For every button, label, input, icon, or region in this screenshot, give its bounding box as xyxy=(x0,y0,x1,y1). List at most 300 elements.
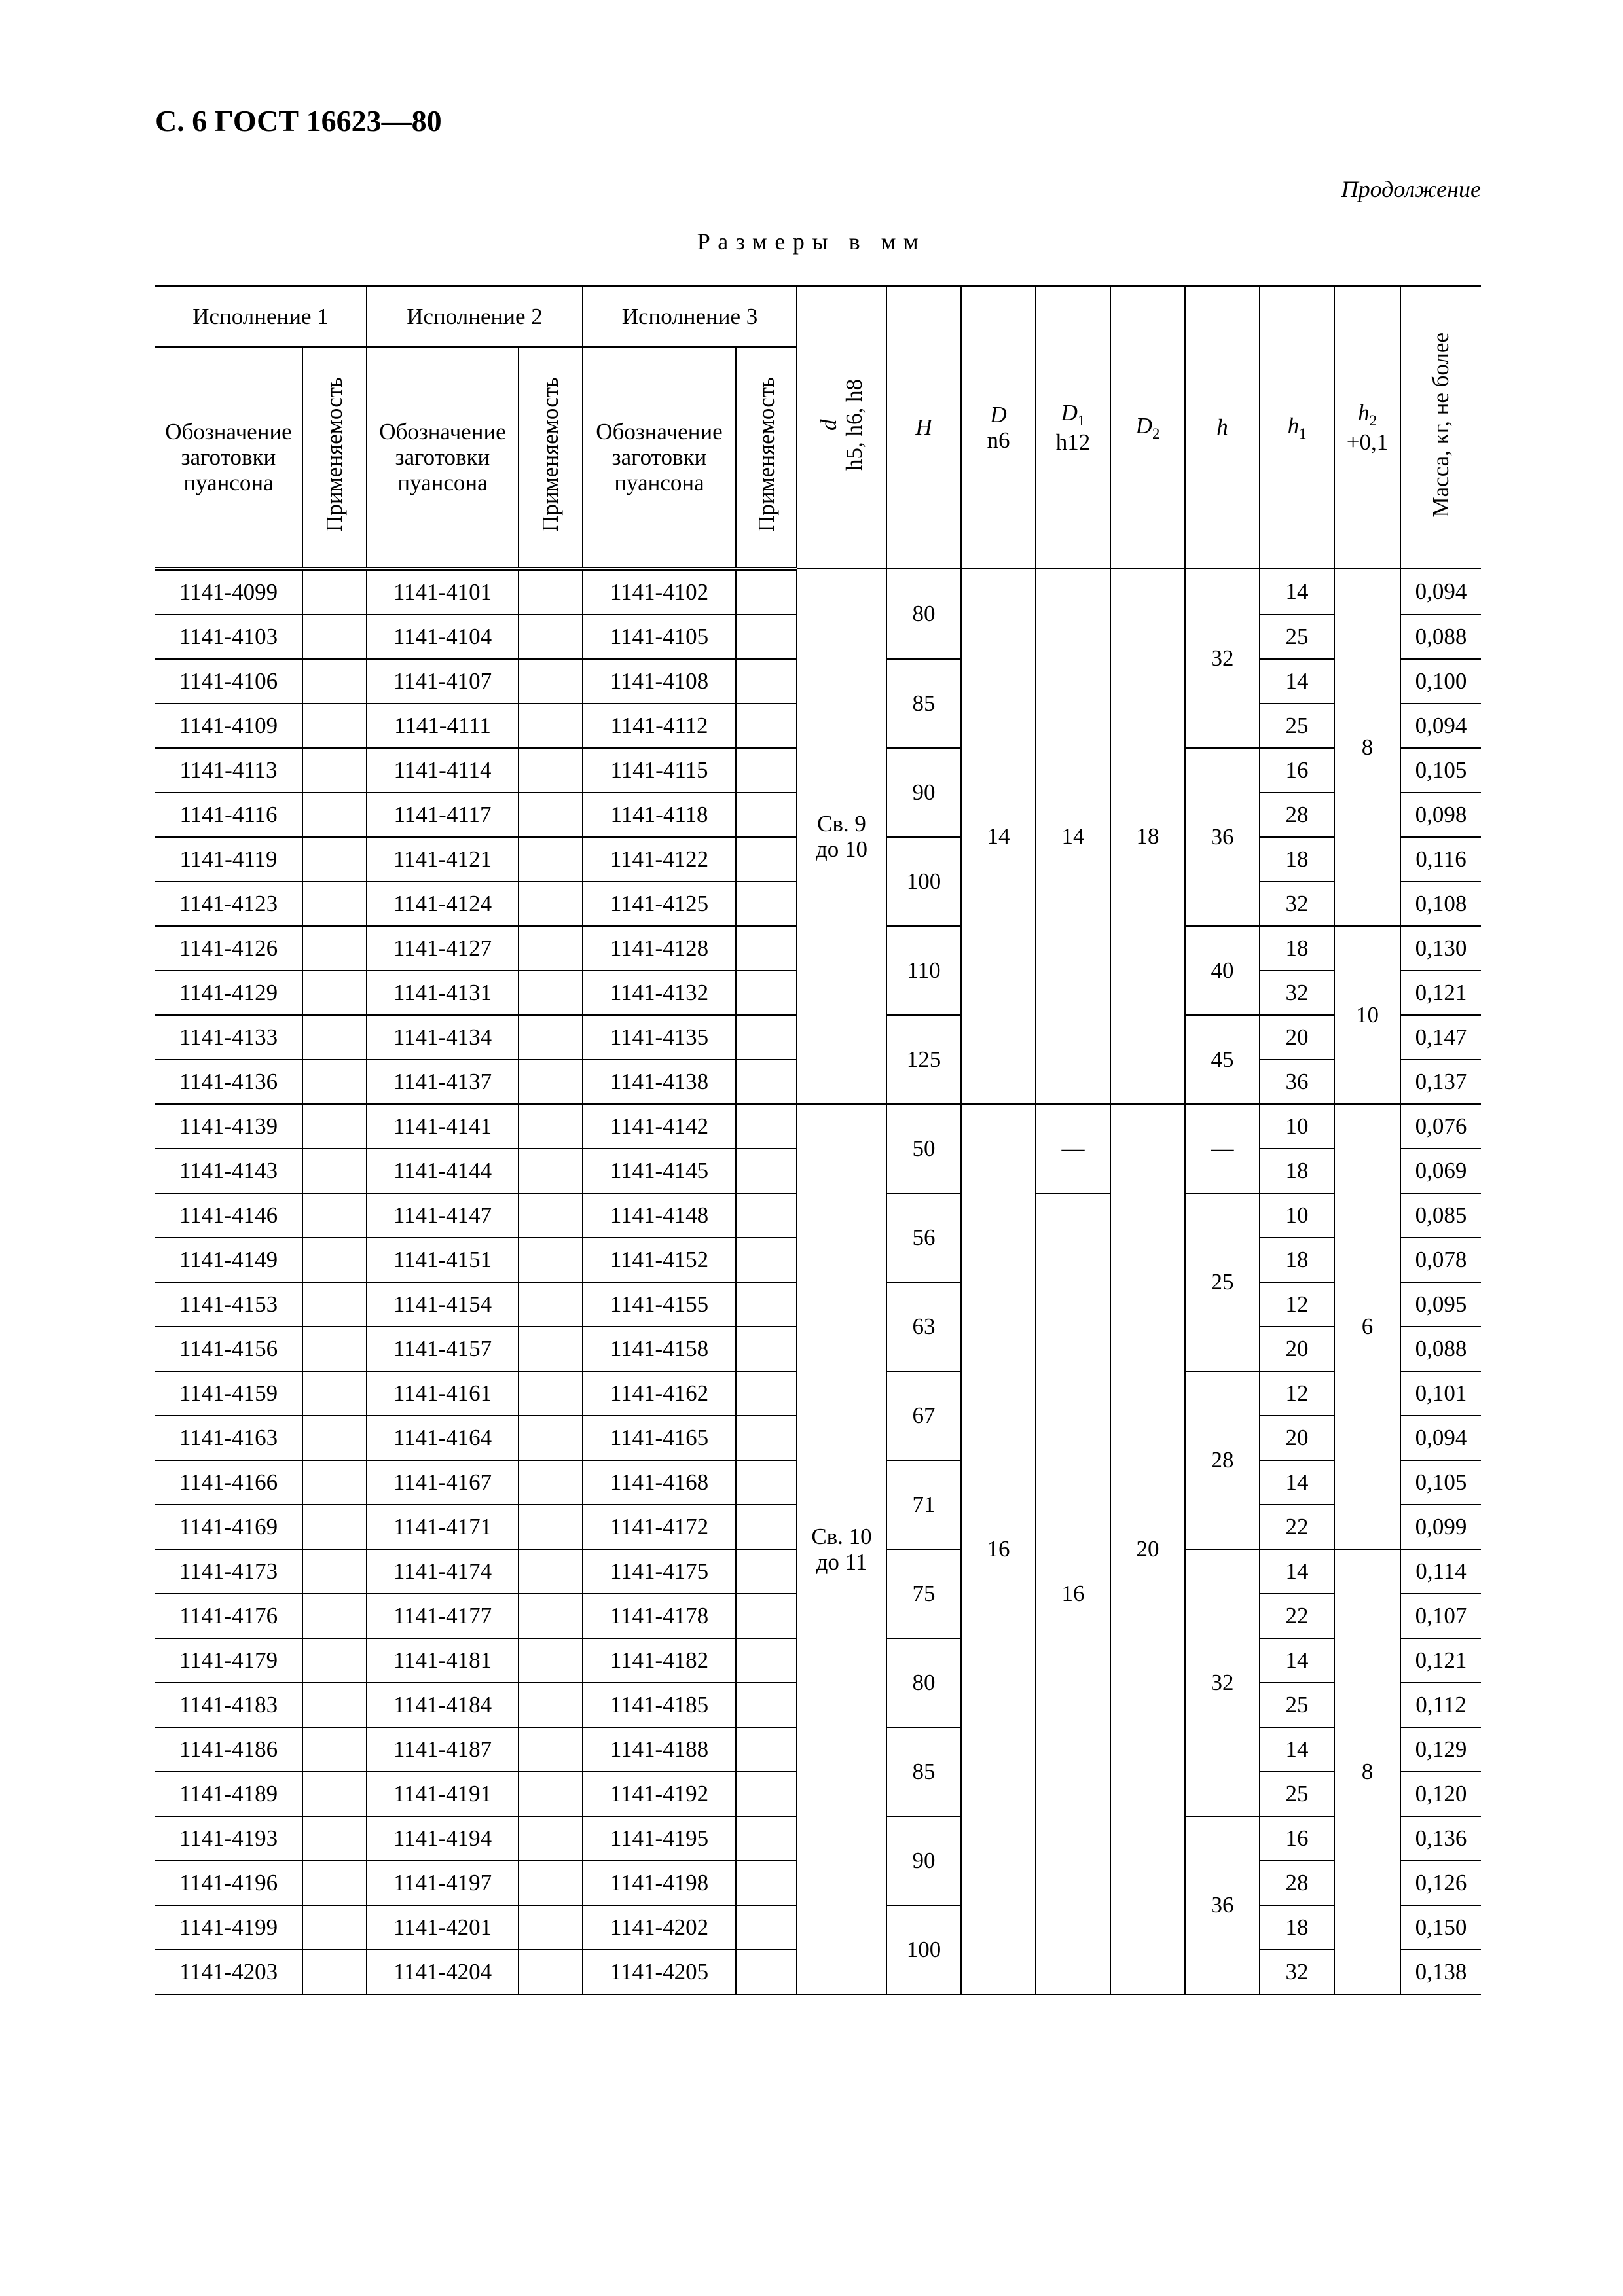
designation-e2: 1141-4151 xyxy=(367,1238,519,1282)
designation-header-2: Обозначение заготовки пуансона xyxy=(367,347,519,569)
designation-e3: 1141-4138 xyxy=(583,1060,736,1104)
cell-mass: 0,098 xyxy=(1400,793,1481,837)
applicability-e3 xyxy=(736,1594,797,1638)
designation-e2: 1141-4131 xyxy=(367,971,519,1015)
cell-h1: 14 xyxy=(1260,1549,1334,1594)
applicability-e1 xyxy=(302,748,367,793)
cell-mass: 0,094 xyxy=(1400,704,1481,748)
applicability-e2 xyxy=(519,1104,583,1149)
cell-h1: 10 xyxy=(1260,1193,1334,1238)
applicability-e1 xyxy=(302,793,367,837)
designation-e2: 1141-4141 xyxy=(367,1104,519,1149)
cell-mass: 0,121 xyxy=(1400,1638,1481,1683)
applicability-e2 xyxy=(519,1193,583,1238)
cell-mass: 0,137 xyxy=(1400,1060,1481,1104)
applicability-e1 xyxy=(302,1772,367,1816)
applicability-e1 xyxy=(302,1950,367,1994)
applicability-e1 xyxy=(302,1104,367,1149)
col-header-h1: $h_1$ xyxy=(1260,286,1334,569)
cell-h2: 8 xyxy=(1334,569,1400,926)
designation-e1: 1141-4189 xyxy=(155,1772,302,1816)
cell-h: 28 xyxy=(1185,1371,1260,1549)
cell-mass: 0,147 xyxy=(1400,1015,1481,1060)
group-header-2: Исполнение 2 xyxy=(367,286,583,348)
cell-mass: 0,150 xyxy=(1400,1905,1481,1950)
cell-mass: 0,138 xyxy=(1400,1950,1481,1994)
cell-h1: 22 xyxy=(1260,1594,1334,1638)
applicability-e1 xyxy=(302,1282,367,1327)
cell-D2: 20 xyxy=(1110,1104,1185,1994)
designation-e2: 1141-4157 xyxy=(367,1327,519,1371)
cell-mass: 0,126 xyxy=(1400,1861,1481,1905)
cell-H: 110 xyxy=(886,926,961,1015)
cell-H: 90 xyxy=(886,748,961,837)
cell-mass: 0,088 xyxy=(1400,615,1481,659)
designation-e2: 1141-4147 xyxy=(367,1193,519,1238)
designation-e2: 1141-4181 xyxy=(367,1638,519,1683)
designation-e2: 1141-4204 xyxy=(367,1950,519,1994)
applicability-e2 xyxy=(519,1149,583,1193)
col-header-D1: $D_1$ h12 xyxy=(1036,286,1110,569)
applicability-e1 xyxy=(302,1371,367,1416)
cell-h1: 10 xyxy=(1260,1104,1334,1149)
cell-h: 40 xyxy=(1185,926,1260,1015)
designation-e1: 1141-4183 xyxy=(155,1683,302,1727)
applicability-e2 xyxy=(519,1549,583,1594)
designation-e2: 1141-4154 xyxy=(367,1282,519,1327)
applicability-e1 xyxy=(302,882,367,926)
cell-D1: 16 xyxy=(1036,1193,1110,1994)
applicability-e2 xyxy=(519,1371,583,1416)
designation-e2: 1141-4194 xyxy=(367,1816,519,1861)
cell-mass: 0,114 xyxy=(1400,1549,1481,1594)
designation-e2: 1141-4187 xyxy=(367,1727,519,1772)
cell-h1: 20 xyxy=(1260,1416,1334,1460)
applicability-e2 xyxy=(519,1238,583,1282)
cell-h1: 28 xyxy=(1260,793,1334,837)
designation-e2: 1141-4124 xyxy=(367,882,519,926)
applicability-e1 xyxy=(302,1549,367,1594)
applicability-e3 xyxy=(736,1683,797,1727)
designation-e2: 1141-4177 xyxy=(367,1594,519,1638)
applicability-e2 xyxy=(519,926,583,971)
applicability-e3 xyxy=(736,837,797,882)
applicability-e3 xyxy=(736,1371,797,1416)
designation-e2: 1141-4134 xyxy=(367,1015,519,1060)
designation-e2: 1141-4104 xyxy=(367,615,519,659)
cell-h1: 16 xyxy=(1260,748,1334,793)
applicability-e1 xyxy=(302,1638,367,1683)
designation-e1: 1141-4199 xyxy=(155,1905,302,1950)
applicability-e3 xyxy=(736,1015,797,1060)
applicability-e3 xyxy=(736,569,797,615)
applicability-e3 xyxy=(736,704,797,748)
applicability-e1 xyxy=(302,659,367,704)
designation-e3: 1141-4135 xyxy=(583,1015,736,1060)
designation-e1: 1141-4143 xyxy=(155,1149,302,1193)
cell-h1: 18 xyxy=(1260,1905,1334,1950)
applicability-e1 xyxy=(302,1193,367,1238)
cell-h: 32 xyxy=(1185,569,1260,748)
cell-h1: 12 xyxy=(1260,1282,1334,1327)
designation-e1: 1141-4123 xyxy=(155,882,302,926)
designation-e1: 1141-4109 xyxy=(155,704,302,748)
designation-e2: 1141-4167 xyxy=(367,1460,519,1505)
cell-mass: 0,120 xyxy=(1400,1772,1481,1816)
cell-H: 63 xyxy=(886,1282,961,1371)
cell-H: 100 xyxy=(886,837,961,926)
applicability-e2 xyxy=(519,1327,583,1371)
applicability-header-2: Применяемость xyxy=(519,347,583,569)
applicability-e2 xyxy=(519,1015,583,1060)
applicability-e3 xyxy=(736,1327,797,1371)
col-header-H: H xyxy=(886,286,961,569)
designation-e1: 1141-4116 xyxy=(155,793,302,837)
applicability-e1 xyxy=(302,704,367,748)
cell-mass: 0,099 xyxy=(1400,1505,1481,1549)
applicability-e3 xyxy=(736,1505,797,1549)
designation-e3: 1141-4188 xyxy=(583,1727,736,1772)
cell-h1: 18 xyxy=(1260,926,1334,971)
applicability-e1 xyxy=(302,1683,367,1727)
applicability-e2 xyxy=(519,1816,583,1861)
applicability-e1 xyxy=(302,1060,367,1104)
cell-mass: 0,101 xyxy=(1400,1371,1481,1416)
applicability-e1 xyxy=(302,615,367,659)
cell-h: 45 xyxy=(1185,1015,1260,1104)
cell-H: 71 xyxy=(886,1460,961,1549)
table-row xyxy=(155,569,1481,615)
designation-e2: 1141-4161 xyxy=(367,1371,519,1416)
designation-e1: 1141-4133 xyxy=(155,1015,302,1060)
designation-e3: 1141-4205 xyxy=(583,1950,736,1994)
cell-mass: 0,112 xyxy=(1400,1683,1481,1727)
cell-h: 36 xyxy=(1185,1816,1260,1994)
designation-e2: 1141-4101 xyxy=(367,569,519,615)
cell-H: 90 xyxy=(886,1816,961,1905)
designation-e1: 1141-4136 xyxy=(155,1060,302,1104)
cell-h1: 18 xyxy=(1260,1238,1334,1282)
cell-mass: 0,136 xyxy=(1400,1816,1481,1861)
applicability-e2 xyxy=(519,1594,583,1638)
applicability-e3 xyxy=(736,1905,797,1950)
applicability-e2 xyxy=(519,1505,583,1549)
designation-e3: 1141-4122 xyxy=(583,837,736,882)
cell-h1: 14 xyxy=(1260,569,1334,615)
applicability-e3 xyxy=(736,1861,797,1905)
cell-mass: 0,078 xyxy=(1400,1238,1481,1282)
designation-e1: 1141-4156 xyxy=(155,1327,302,1371)
cell-H: 125 xyxy=(886,1015,961,1104)
cell-h1: 32 xyxy=(1260,882,1334,926)
applicability-e1 xyxy=(302,1816,367,1861)
applicability-header-1: Применяемость xyxy=(302,347,367,569)
designation-e1: 1141-4159 xyxy=(155,1371,302,1416)
applicability-e1 xyxy=(302,1727,367,1772)
designation-e3: 1141-4102 xyxy=(583,569,736,615)
designation-e1: 1141-4196 xyxy=(155,1861,302,1905)
cell-mass: 0,107 xyxy=(1400,1594,1481,1638)
applicability-e1 xyxy=(302,1327,367,1371)
cell-h1: 32 xyxy=(1260,1950,1334,1994)
cell-h1: 14 xyxy=(1260,659,1334,704)
applicability-e3 xyxy=(736,1816,797,1861)
applicability-e2 xyxy=(519,1950,583,1994)
designation-e3: 1141-4158 xyxy=(583,1327,736,1371)
applicability-e1 xyxy=(302,971,367,1015)
applicability-e1 xyxy=(302,1149,367,1193)
designation-e1: 1141-4139 xyxy=(155,1104,302,1149)
applicability-e2 xyxy=(519,569,583,615)
designation-e3: 1141-4128 xyxy=(583,926,736,971)
applicability-e2 xyxy=(519,1638,583,1683)
applicability-e1 xyxy=(302,1460,367,1505)
applicability-e1 xyxy=(302,1861,367,1905)
col-header-mass: Масса, кг, не более xyxy=(1400,286,1481,569)
cell-h2: 8 xyxy=(1334,1549,1400,1994)
designation-e3: 1141-4115 xyxy=(583,748,736,793)
cell-h2: 10 xyxy=(1334,926,1400,1104)
cell-mass: 0,105 xyxy=(1400,748,1481,793)
applicability-e3 xyxy=(736,1416,797,1460)
cell-mass: 0,130 xyxy=(1400,926,1481,971)
applicability-e2 xyxy=(519,704,583,748)
designation-e3: 1141-4148 xyxy=(583,1193,736,1238)
applicability-e3 xyxy=(736,1772,797,1816)
cell-mass: 0,085 xyxy=(1400,1193,1481,1238)
header-row-groups xyxy=(155,286,1481,348)
cell-H: 80 xyxy=(886,569,961,659)
cell-H: 67 xyxy=(886,1371,961,1460)
cell-h1: 32 xyxy=(1260,971,1334,1015)
designation-e1: 1141-4169 xyxy=(155,1505,302,1549)
applicability-e1 xyxy=(302,926,367,971)
designation-e1: 1141-4163 xyxy=(155,1416,302,1460)
applicability-e3 xyxy=(736,1149,797,1193)
applicability-e2 xyxy=(519,659,583,704)
designation-e3: 1141-4125 xyxy=(583,882,736,926)
col-header-h2: $h_2$ +0,1 xyxy=(1334,286,1400,569)
cell-H: 80 xyxy=(886,1638,961,1727)
applicability-e3 xyxy=(736,1950,797,1994)
designation-e3: 1141-4152 xyxy=(583,1238,736,1282)
cell-mass: 0,076 xyxy=(1400,1104,1481,1149)
designation-e3: 1141-4142 xyxy=(583,1104,736,1149)
cell-d: Св. 10 до 11 xyxy=(797,1104,886,1994)
applicability-e1 xyxy=(302,1505,367,1549)
cell-h1: 28 xyxy=(1260,1861,1334,1905)
col-header-D: D n6 xyxy=(961,286,1036,569)
page-header: С. 6 ГОСТ 16623—80 xyxy=(155,104,442,137)
cell-h: 36 xyxy=(1185,748,1260,926)
applicability-e3 xyxy=(736,748,797,793)
applicability-e3 xyxy=(736,1638,797,1683)
designation-e1: 1141-4193 xyxy=(155,1816,302,1861)
applicability-e2 xyxy=(519,1460,583,1505)
applicability-e1 xyxy=(302,1905,367,1950)
applicability-e2 xyxy=(519,837,583,882)
cell-H: 56 xyxy=(886,1193,961,1282)
cell-d: Св. 9 до 10 xyxy=(797,569,886,1104)
designation-e3: 1141-4168 xyxy=(583,1460,736,1505)
cell-h: — xyxy=(1185,1104,1260,1193)
applicability-e3 xyxy=(736,926,797,971)
applicability-e3 xyxy=(736,1282,797,1327)
designation-header-1: Обозначение заготовки пуансона xyxy=(155,347,302,569)
applicability-e2 xyxy=(519,793,583,837)
designation-e2: 1141-4114 xyxy=(367,748,519,793)
designation-e1: 1141-4103 xyxy=(155,615,302,659)
cell-mass: 0,094 xyxy=(1400,1416,1481,1460)
designation-e1: 1141-4126 xyxy=(155,926,302,971)
applicability-e2 xyxy=(519,748,583,793)
designation-e1: 1141-4129 xyxy=(155,971,302,1015)
designation-e3: 1141-4118 xyxy=(583,793,736,837)
units-caption: Размеры в мм xyxy=(697,228,926,255)
applicability-e2 xyxy=(519,1772,583,1816)
applicability-e2 xyxy=(519,1861,583,1905)
designation-e3: 1141-4112 xyxy=(583,704,736,748)
col-header-d: d h5, h6, h8 xyxy=(797,286,886,569)
applicability-e1 xyxy=(302,1594,367,1638)
designation-e3: 1141-4192 xyxy=(583,1772,736,1816)
designation-e3: 1141-4175 xyxy=(583,1549,736,1594)
cell-h1: 12 xyxy=(1260,1371,1334,1416)
group-header-3: Исполнение 3 xyxy=(583,286,797,348)
applicability-e3 xyxy=(736,1060,797,1104)
applicability-e1 xyxy=(302,1238,367,1282)
designation-e1: 1141-4179 xyxy=(155,1638,302,1683)
designation-e3: 1141-4162 xyxy=(583,1371,736,1416)
designation-e3: 1141-4145 xyxy=(583,1149,736,1193)
applicability-e2 xyxy=(519,615,583,659)
applicability-e1 xyxy=(302,1015,367,1060)
designation-e2: 1141-4201 xyxy=(367,1905,519,1950)
cell-h1: 14 xyxy=(1260,1727,1334,1772)
cell-D1: 14 xyxy=(1036,569,1110,1104)
applicability-e3 xyxy=(736,1549,797,1594)
applicability-e3 xyxy=(736,882,797,926)
cell-h: 25 xyxy=(1185,1193,1260,1371)
table-row xyxy=(155,1104,1481,1149)
cell-h1: 36 xyxy=(1260,1060,1334,1104)
designation-e2: 1141-4174 xyxy=(367,1549,519,1594)
designation-e3: 1141-4172 xyxy=(583,1505,736,1549)
designation-e2: 1141-4137 xyxy=(367,1060,519,1104)
cell-mass: 0,121 xyxy=(1400,971,1481,1015)
cell-D: 16 xyxy=(961,1104,1036,1994)
designation-e1: 1141-4166 xyxy=(155,1460,302,1505)
designation-e3: 1141-4202 xyxy=(583,1905,736,1950)
applicability-e3 xyxy=(736,1727,797,1772)
designation-e2: 1141-4197 xyxy=(367,1861,519,1905)
designation-e1: 1141-4203 xyxy=(155,1950,302,1994)
designation-e1: 1141-4149 xyxy=(155,1238,302,1282)
designation-e2: 1141-4171 xyxy=(367,1505,519,1549)
cell-mass: 0,088 xyxy=(1400,1327,1481,1371)
cell-h1: 18 xyxy=(1260,1149,1334,1193)
cell-h2: 6 xyxy=(1334,1104,1400,1549)
cell-h1: 22 xyxy=(1260,1505,1334,1549)
designation-header-3: Обозначение заготовки пуансона xyxy=(583,347,736,569)
continuation-label: Продолжение xyxy=(1341,176,1481,202)
cell-h: 32 xyxy=(1185,1549,1260,1816)
cell-h1: 18 xyxy=(1260,837,1334,882)
cell-mass: 0,095 xyxy=(1400,1282,1481,1327)
cell-H: 100 xyxy=(886,1905,961,1994)
cell-D2: 18 xyxy=(1110,569,1185,1104)
col-header-D2: $D_2$ xyxy=(1110,286,1185,569)
cell-h1: 25 xyxy=(1260,615,1334,659)
designation-e2: 1141-4121 xyxy=(367,837,519,882)
applicability-e2 xyxy=(519,1282,583,1327)
cell-mass: 0,105 xyxy=(1400,1460,1481,1505)
designation-e2: 1141-4184 xyxy=(367,1683,519,1727)
designation-e2: 1141-4164 xyxy=(367,1416,519,1460)
cell-D: 14 xyxy=(961,569,1036,1104)
applicability-e3 xyxy=(736,1238,797,1282)
applicability-e1 xyxy=(302,1416,367,1460)
cell-H: 50 xyxy=(886,1104,961,1193)
cell-mass: 0,094 xyxy=(1400,569,1481,615)
cell-H: 75 xyxy=(886,1549,961,1638)
col-header-h: h xyxy=(1185,286,1260,569)
designation-e1: 1141-4176 xyxy=(155,1594,302,1638)
cell-H: 85 xyxy=(886,659,961,748)
designation-e3: 1141-4182 xyxy=(583,1638,736,1683)
designation-e3: 1141-4195 xyxy=(583,1816,736,1861)
designation-e3: 1141-4178 xyxy=(583,1594,736,1638)
cell-h1: 25 xyxy=(1260,1772,1334,1816)
designation-e3: 1141-4155 xyxy=(583,1282,736,1327)
designation-e3: 1141-4105 xyxy=(583,615,736,659)
cell-D1: — xyxy=(1036,1104,1110,1193)
applicability-e3 xyxy=(736,1193,797,1238)
cell-mass: 0,100 xyxy=(1400,659,1481,704)
cell-mass: 0,129 xyxy=(1400,1727,1481,1772)
designation-e2: 1141-4107 xyxy=(367,659,519,704)
applicability-e2 xyxy=(519,882,583,926)
designation-e1: 1141-4099 xyxy=(155,569,302,615)
designation-e2: 1141-4144 xyxy=(367,1149,519,1193)
designation-e3: 1141-4132 xyxy=(583,971,736,1015)
cell-mass: 0,069 xyxy=(1400,1149,1481,1193)
cell-h1: 25 xyxy=(1260,1683,1334,1727)
cell-h1: 14 xyxy=(1260,1460,1334,1505)
designation-e3: 1141-4198 xyxy=(583,1861,736,1905)
applicability-e2 xyxy=(519,1727,583,1772)
designation-e2: 1141-4117 xyxy=(367,793,519,837)
designation-e1: 1141-4153 xyxy=(155,1282,302,1327)
designation-e1: 1141-4106 xyxy=(155,659,302,704)
applicability-header-3: Применяемость xyxy=(736,347,797,569)
cell-mass: 0,108 xyxy=(1400,882,1481,926)
applicability-e3 xyxy=(736,971,797,1015)
designation-e1: 1141-4146 xyxy=(155,1193,302,1238)
applicability-e3 xyxy=(736,793,797,837)
cell-h1: 14 xyxy=(1260,1638,1334,1683)
designation-e3: 1141-4165 xyxy=(583,1416,736,1460)
applicability-e3 xyxy=(736,1104,797,1149)
cell-h1: 20 xyxy=(1260,1015,1334,1060)
designation-e2: 1141-4191 xyxy=(367,1772,519,1816)
group-header-1: Исполнение 1 xyxy=(155,286,367,348)
applicability-e3 xyxy=(736,615,797,659)
applicability-e3 xyxy=(736,659,797,704)
applicability-e2 xyxy=(519,1060,583,1104)
applicability-e2 xyxy=(519,1683,583,1727)
applicability-e2 xyxy=(519,1905,583,1950)
